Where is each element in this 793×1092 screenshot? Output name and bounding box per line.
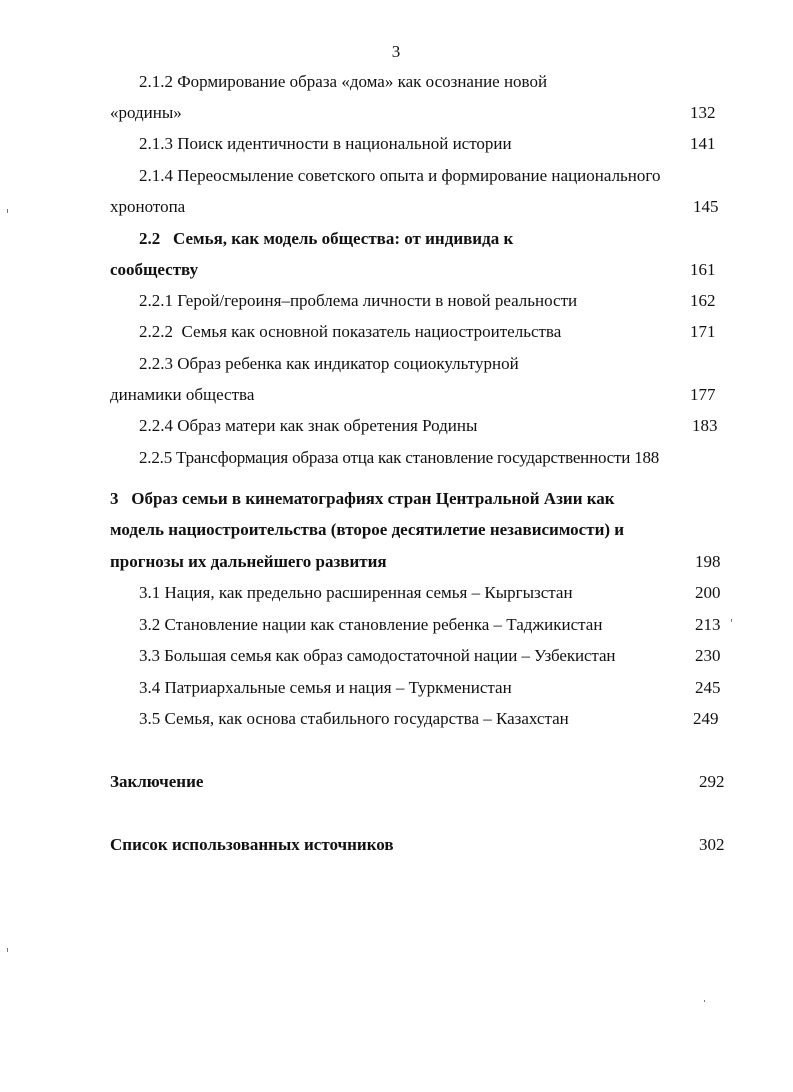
toc-page-2-2-4: 183 xyxy=(692,416,718,435)
toc-entry-2-1-3: 2.1.3 Поиск идентичности в национальной истории xyxy=(139,134,512,153)
scan-speck xyxy=(7,209,8,213)
toc-entry-2-1-4-line1: 2.1.4 Переосмыление советского опыта и формирование национального xyxy=(139,166,661,185)
toc-entry-2-1-4-line2: хронотопа xyxy=(110,197,186,216)
toc-section-2-2-line1: 2.2 Семья, как модель общества: от индивида к xyxy=(139,229,514,248)
toc-section-2-2-line2: сообществу xyxy=(110,260,199,279)
toc-chapter-3-line3: прогнозы их дальнейшего развития xyxy=(110,552,387,571)
toc-entry-2-2-5: 2.2.5 Трансформация образа отца как становление государственности 188 xyxy=(139,448,660,467)
toc-page-3-3: 230 xyxy=(695,646,721,665)
page-number: 3 xyxy=(391,42,401,61)
toc-entry-3-4: 3.4 Патриархальные семья и нация – Туркменистан xyxy=(139,678,512,697)
toc-page-3-4: 245 xyxy=(695,678,721,697)
toc-page-3-2: 213 xyxy=(695,615,721,634)
toc-page-2-2-2: 171 xyxy=(690,322,716,341)
toc-entry-2-2-3-line1: 2.2.3 Образ ребенка как индикатор социокультурной xyxy=(139,354,519,373)
toc-page-2-1-4: 145 xyxy=(693,197,719,216)
toc-page-2-2-3: 177 xyxy=(690,385,716,404)
toc-entry-3-3: 3.3 Большая семья как образ самодостаточной нации – Узбекистан xyxy=(139,646,616,665)
toc-entry-2-2-4: 2.2.4 Образ матери как знак обретения Родины xyxy=(139,416,478,435)
toc-page-conclusion: 292 xyxy=(699,772,725,791)
scan-speck xyxy=(731,619,732,622)
toc-page-3-1: 200 xyxy=(695,583,721,602)
toc-conclusion: Заключение xyxy=(110,772,204,791)
toc-page-2-1-3: 141 xyxy=(690,134,716,153)
toc-chapter-3-line1: 3 Образ семьи в кинематографиях стран Центральной Азии как xyxy=(110,489,615,508)
scan-speck xyxy=(704,1000,705,1002)
toc-entry-2-2-1: 2.2.1 Герой/героиня–проблема личности в новой реальности xyxy=(139,291,578,310)
scan-speck xyxy=(7,948,8,952)
toc-entry-3-5: 3.5 Семья, как основа стабильного государства – Казахстан xyxy=(139,709,569,728)
toc-chapter-3-line2: модель нациостроительства (второе десятилетие независимости) и xyxy=(110,520,625,539)
toc-entry-3-1: 3.1 Нация, как предельно расширенная семья – Кыргызстан xyxy=(139,583,573,602)
toc-entry-3-2: 3.2 Становление нации как становление ребенка – Таджикистан xyxy=(139,615,603,634)
toc-page-3-5: 249 xyxy=(693,709,719,728)
toc-page-2-2: 161 xyxy=(690,260,716,279)
toc-entry-2-2-3-line2: динамики общества xyxy=(110,385,255,404)
toc-sources: Список использованных источников xyxy=(110,835,394,854)
toc-page-3: 198 xyxy=(695,552,721,571)
toc-page-sources: 302 xyxy=(699,835,725,854)
toc-page-2-2-1: 162 xyxy=(690,291,716,310)
toc-page-2-1-2: 132 xyxy=(690,103,716,122)
toc-entry-2-1-2-line1: 2.1.2 Формирование образа «дома» как осознание новой xyxy=(139,72,548,91)
toc-entry-2-1-2-line2: «родины» xyxy=(110,103,182,122)
toc-entry-2-2-2: 2.2.2 Семья как основной показатель нациостроительства xyxy=(139,322,562,341)
